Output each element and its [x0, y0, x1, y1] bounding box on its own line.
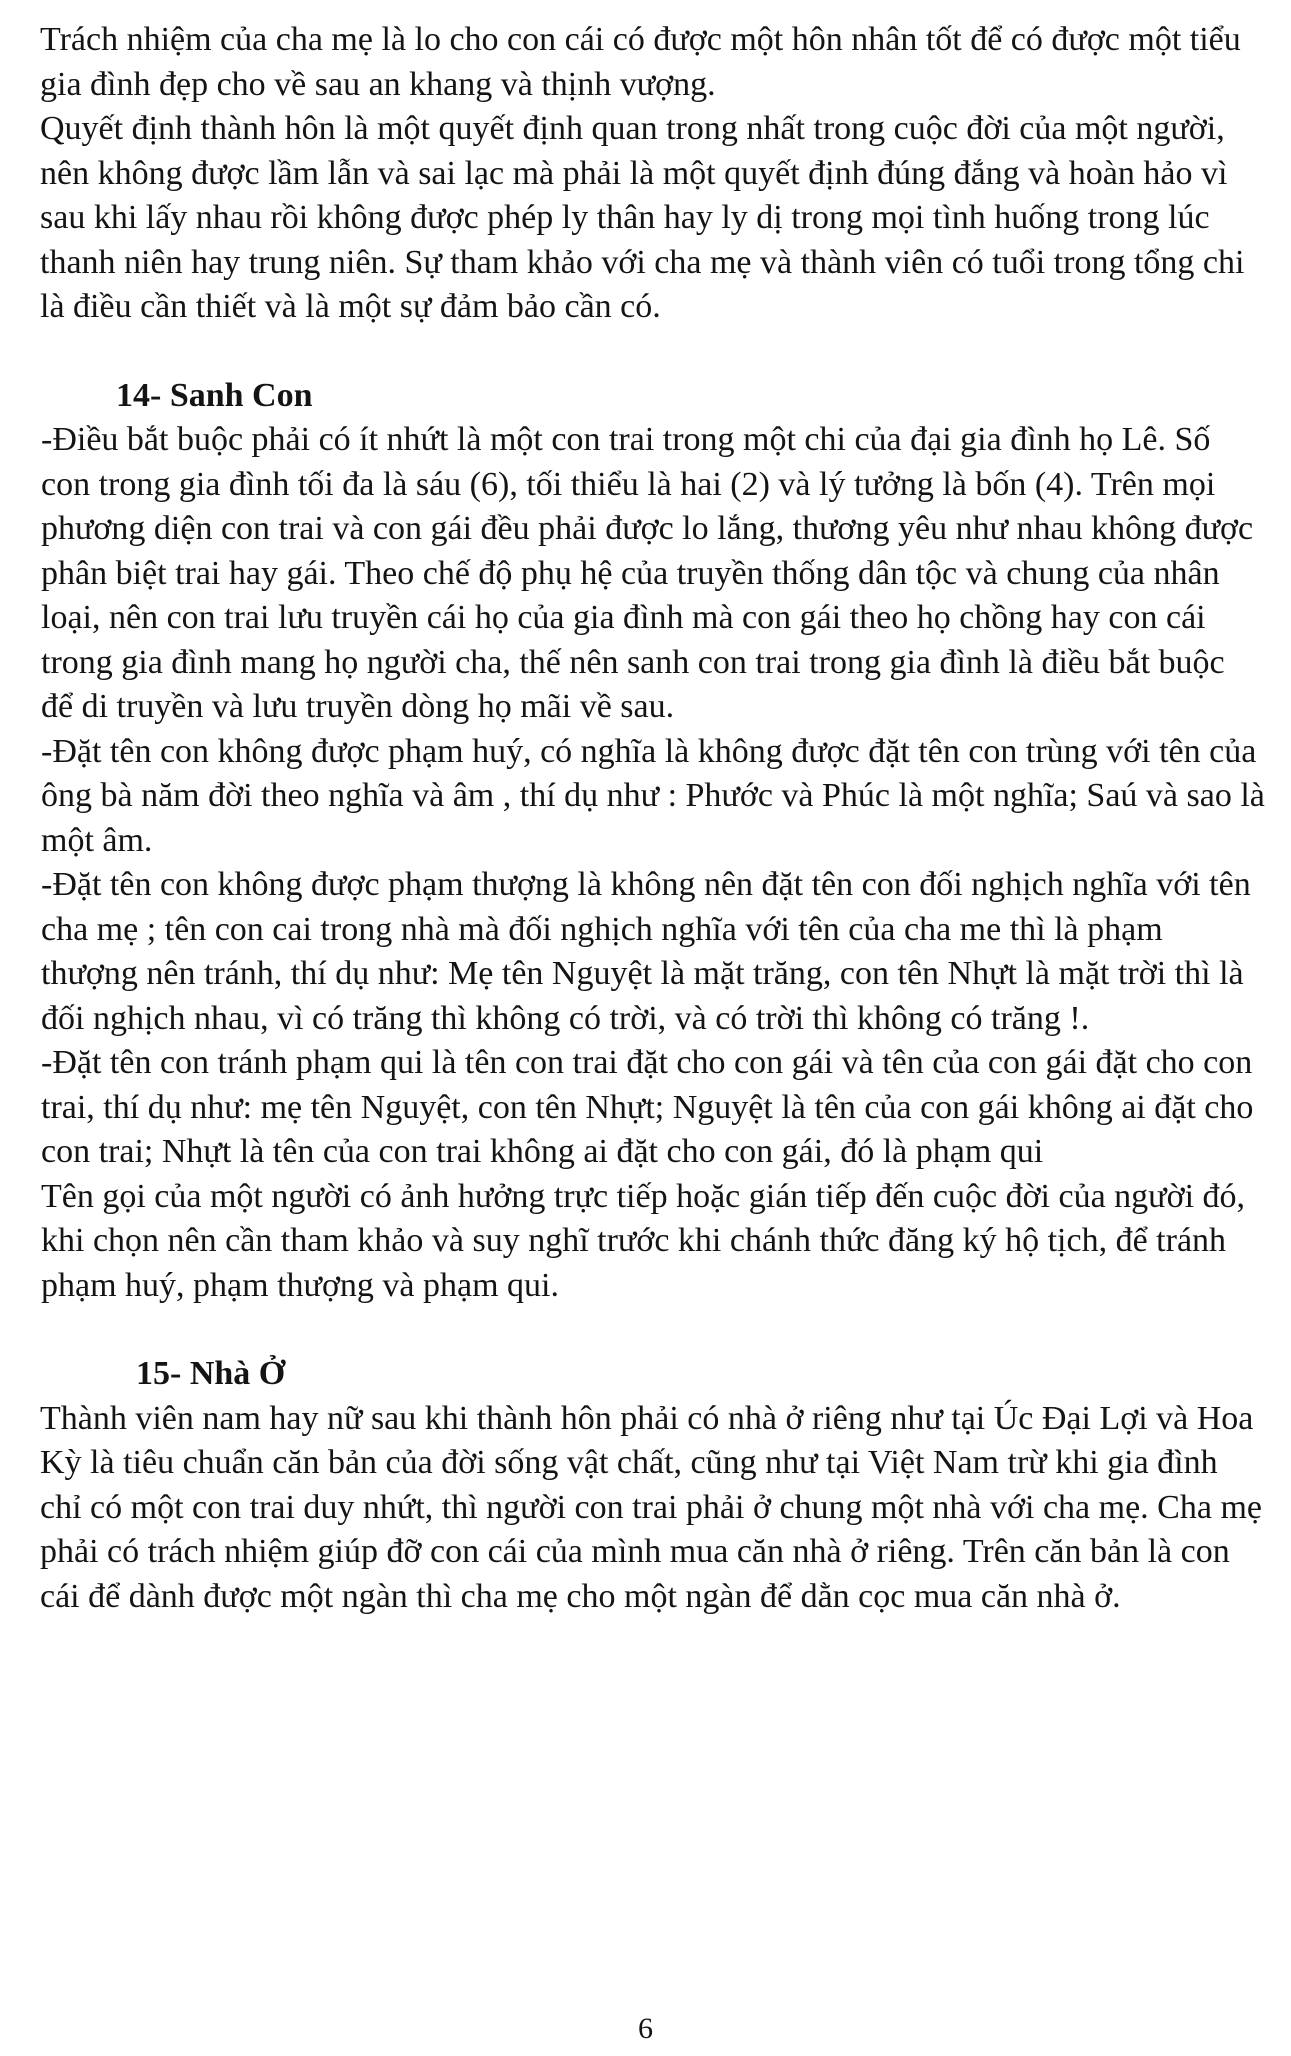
- spacer: [40, 330, 1265, 374]
- document-page: [40, 18, 1265, 1619]
- intro-paragraph-2: Quyết định thành hôn là một quyết định quan trong nhất trong cuộc đời của một người, nên không được lầm lẫn và sai lạc mà phải là một quyết định đúng đắng và hoàn hảo vì sau khi lấy nhau rồi không được phép ly thân hay ly dị trong mọi tình huống trong lúc thanh niên hay trung niên. Sự tham khảo với cha mẹ và thành viên có tuổi trong tổng chi là điều cần thiết và là một sự đảm bảo cần có.: [40, 110, 1245, 325]
- section-15: [40, 1352, 1265, 1619]
- section-14-item-2: -Đặt tên con không được phạm huý, có nghĩa là không được đặt tên con trùng với tên của ông bà năm đời theo nghĩa và âm , thí dụ như : Phước và Phúc là một nghĩa; Saú và sao là một âm.: [41, 732, 1265, 859]
- section-14-heading: 14- Sanh Con: [116, 376, 313, 414]
- section-15-heading: 15- Nhà Ở: [136, 1355, 286, 1392]
- section-15-paragraph: Thành viên nam hay nữ sau khi thành hôn phải có nhà ở riêng như tại Úc Đại Lợi và Hoa Kỳ là tiêu chuẩn căn bản của đời sống vật chất, cũng như tại Việt Nam trừ khi gia đình chỉ có một con trai duy nhứt, thì người con trai phải ở chung một nhà với cha mẹ. Cha mẹ phải có trách nhiệm giúp đỡ con cái của mình mua căn nhà ở riêng. Trên căn bản là con cái để dành được một ngàn thì cha mẹ cho một ngàn để dằn cọc mua căn nhà ở.: [40, 1399, 1262, 1615]
- section-14: [40, 374, 1265, 1309]
- section-14-item-4: -Đặt tên con tránh phạm qui là tên con trai đặt cho con gái và tên của con gái đặt cho con trai, thí dụ như: mẹ tên Nguyệt, con tên Nhựt; Nguyệt là tên của con gái không ai đặt cho con trai; Nhựt là tên của con trai không ai đặt cho con gái, đó là phạm qui: [41, 1044, 1254, 1170]
- intro-paragraph-1: Trách nhiệm của cha mẹ là lo cho con cái có được một hôn nhân tốt để có được một tiểu gia đình đẹp cho về sau an khang và thịnh vượng.: [40, 21, 1241, 103]
- spacer: [40, 1308, 1265, 1352]
- section-14-item-3: -Đặt tên con không được phạm thượng là không nên đặt tên con đối nghịch nghĩa với tên cha mẹ ; tên con cai trong nhà mà đối nghịch nghĩa với tên của cha me thì là phạm thượng nên tránh, thí dụ như: Mẹ tên Nguyệt là mặt trăng, con tên Nhựt là mặt trời thì là đối nghịch nhau, vì có trăng thì không có trời, và có trời thì không có trăng !.: [41, 866, 1251, 1037]
- page-number: 6: [638, 2012, 653, 2045]
- section-14-item-1: -Điều bắt buộc phải có ít nhứt là một con trai trong một chi của đại gia đình họ Lê. Số con trong gia đình tối đa là sáu (6), tối thiểu là hai (2) và lý tưởng là bốn (4). Trên mọi phương diện con trai và con gái đều phải được lo lắng, thương yêu như nhau không được phân biệt trai hay gái. Theo chế độ phụ hệ của truyền thống dân tộc và chung của nhân loại, nên con trai lưu truyền cái họ của gia đình mà con gái theo họ chồng hay con cái trong gia đình mang họ người cha, thế nên sanh con trai trong gia đình là điều bắt buộc để di truyền và lưu truyền dòng họ mãi về sau.: [41, 421, 1254, 725]
- section-14-item-5: Tên gọi của một người có ảnh hưởng trực tiếp hoặc gián tiếp đến cuộc đời của người đó, khi chọn nên cần tham khảo và suy nghĩ trước khi chánh thức đăng ký hộ tịch, để tránh phạm huý, phạm thượng và phạm qui.: [41, 1177, 1246, 1304]
